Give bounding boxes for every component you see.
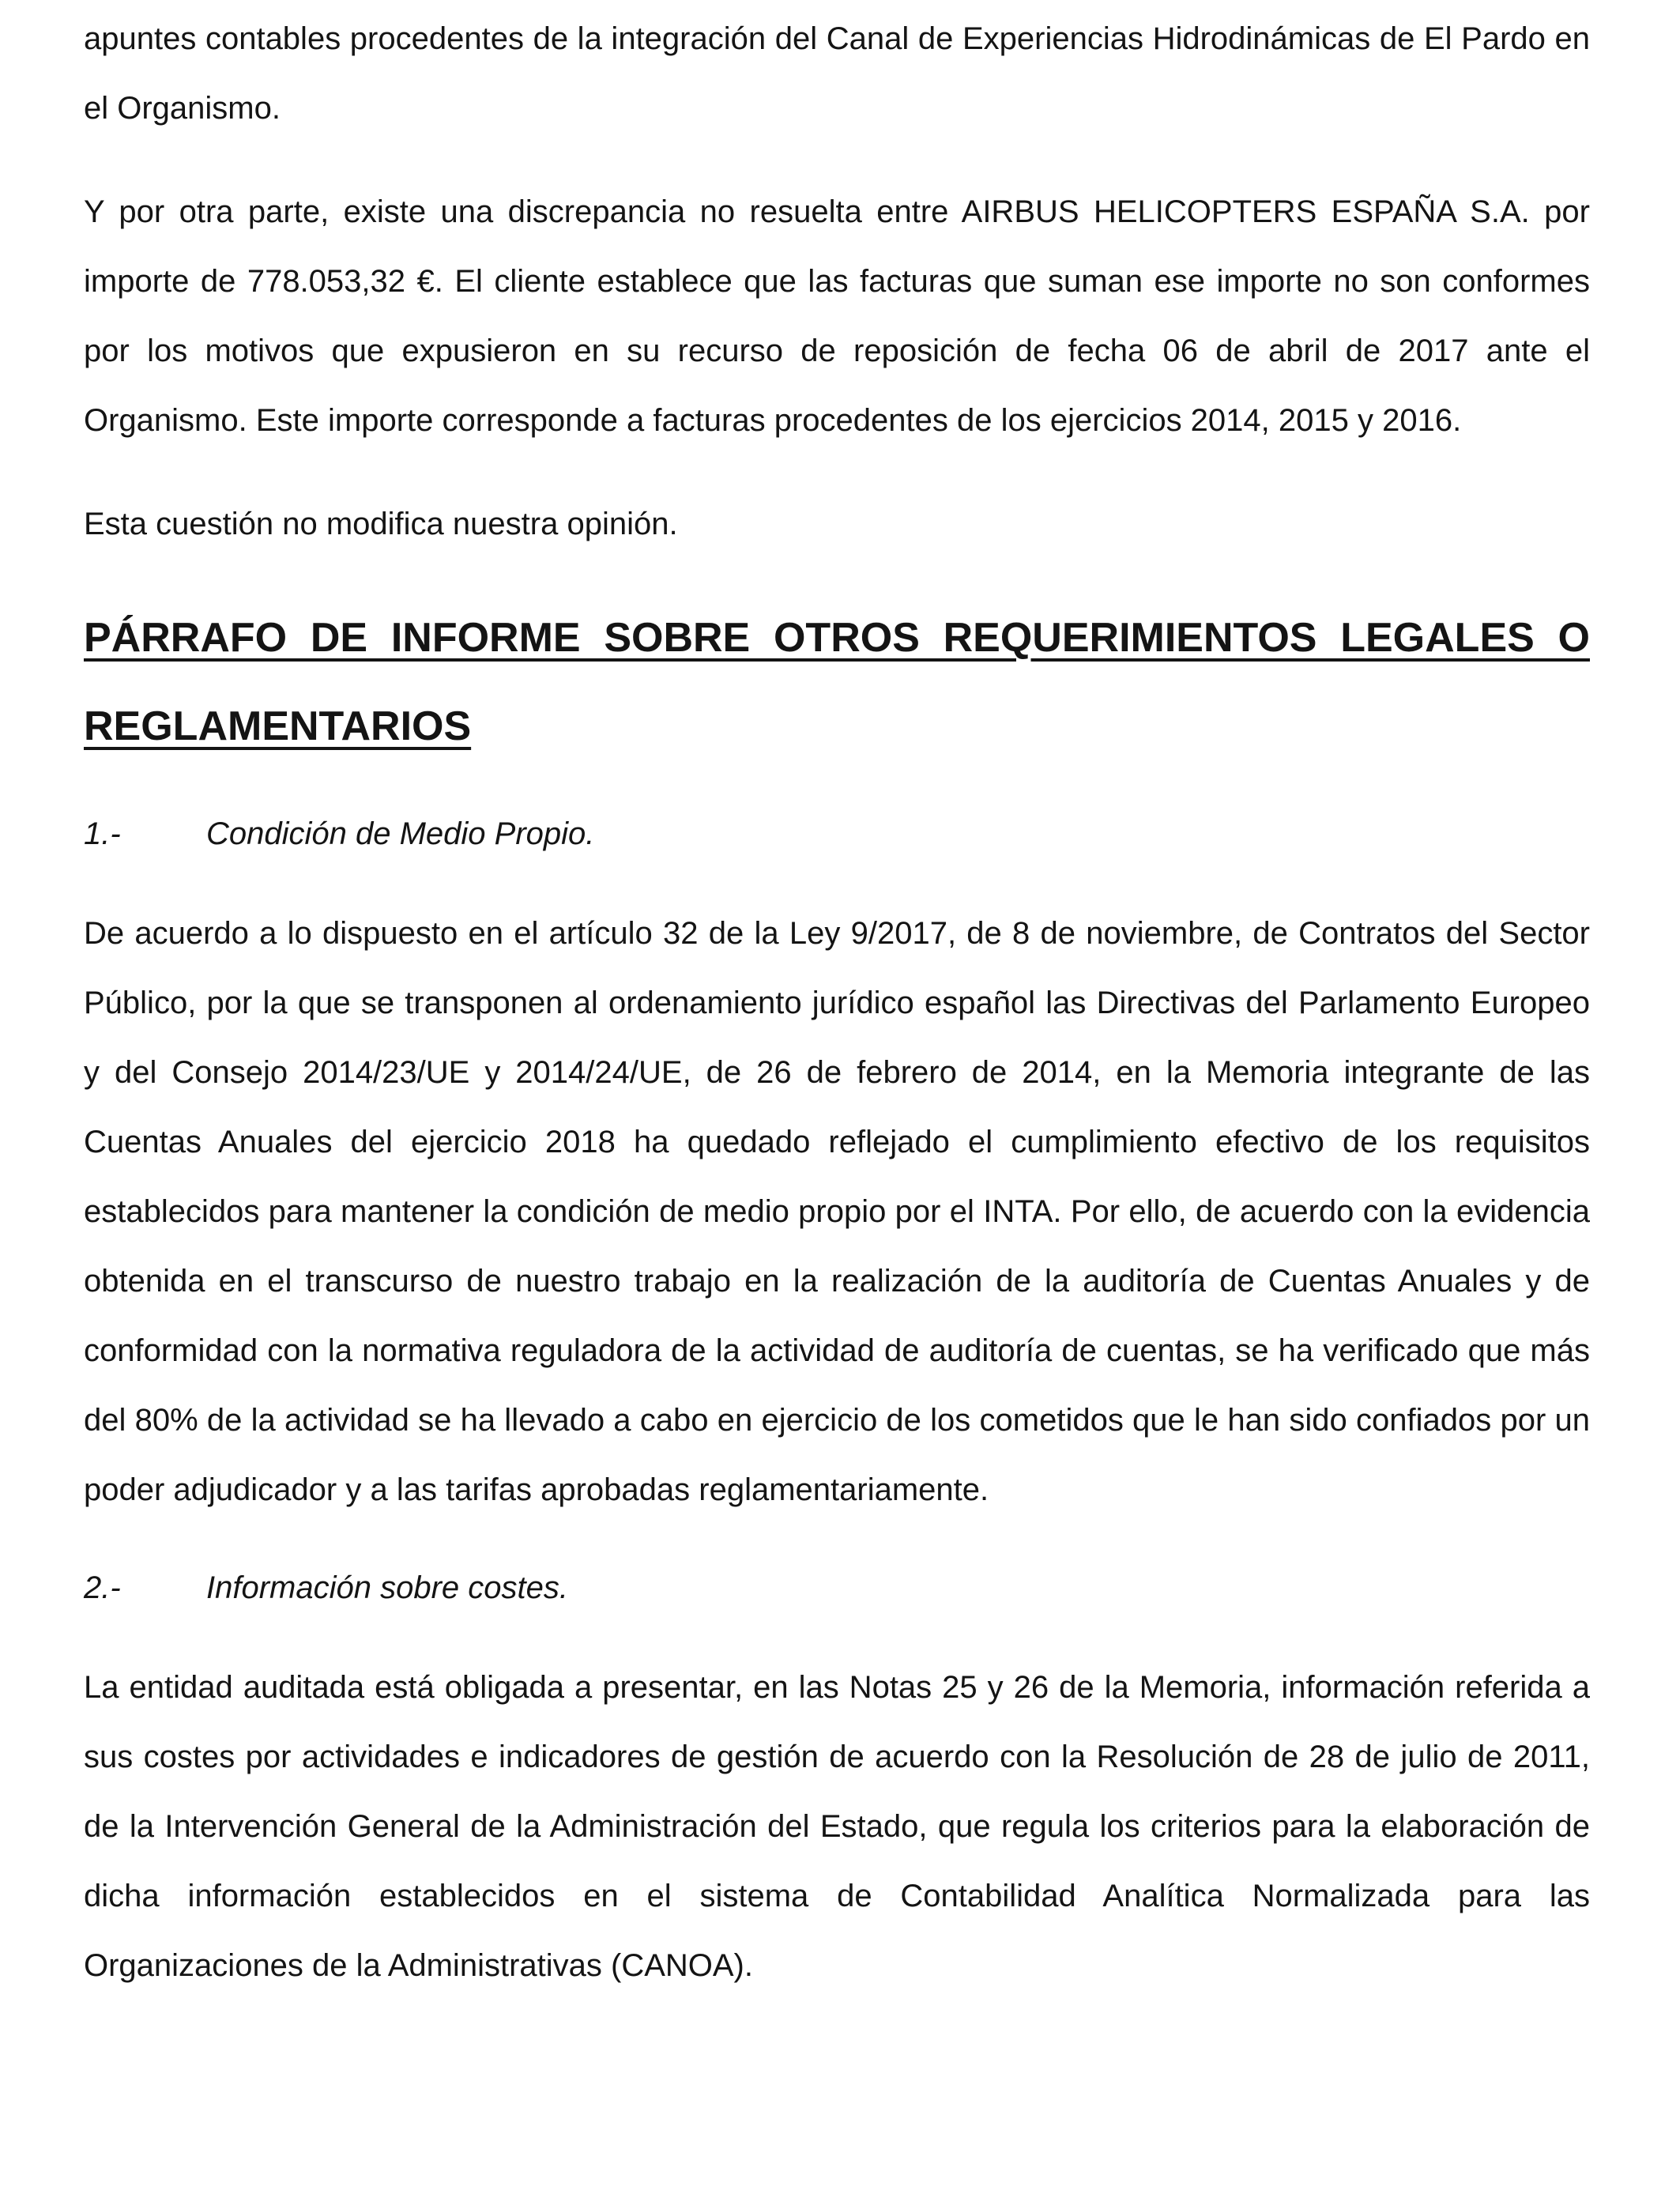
- document-page: [84, 0, 1590, 2000]
- section-heading: PÁRRAFO DE INFORME SOBRE OTROS REQUERIMIENTOS LEGALES O REGLAMENTARIOS: [84, 615, 1590, 749]
- paragraph-airbus-discrepancy: Y por otra parte, existe una discrepancia no resuelta entre AIRBUS HELICOPTERS ESPAÑA S.A. por importe de 778.053,32 €. El cliente establece que las facturas que suman ese importe no son conformes por los motivos que expusieron en su recurso de reposición de fecha 06 de abril de 2017 ante el Organismo. Este importe corresponde a facturas procedentes de los ejercicios 2014, 2015 y 2016.: [84, 194, 1590, 438]
- paragraph-costes: La entidad auditada está obligada a presentar, en las Notas 25 y 26 de la Memoria, información referida a sus costes por actividades e indicadores de gestión de acuerdo con la Resolución de 28 de julio de 2011, de la Intervención General de la Administración del Estado, que regula los criterios para la elaboración de dicha información establecidos en el sistema de Contabilidad Analítica Normalizada para las Organizaciones de la Administrativas (CANOA).: [84, 1670, 1590, 1983]
- paragraph-accounting-entries: apuntes contables procedentes de la integración del Canal de Experiencias Hidrodinámicas de El Pardo en el Organismo.: [84, 21, 1590, 126]
- paragraph-opinion-unchanged: Esta cuestión no modifica nuestra opinión.: [84, 507, 678, 541]
- subsection-number: 2.-: [84, 1570, 121, 1605]
- paragraph-medio-propio: De acuerdo a lo dispuesto en el artículo 32 de la Ley 9/2017, de 8 de noviembre, de Contratos del Sector Público, por la que se transponen al ordenamiento jurídico español las Directivas del Parlamento Europeo y del Consejo 2014/23/UE y 2014/24/UE, de 26 de febrero de 2014, en la Memoria integrante de las Cuentas Anuales del ejercicio 2018 ha quedado reflejado el cumplimiento efectivo de los requisitos establecidos para mantener la condición de medio propio por el INTA. Por ello, de acuerdo con la evidencia obtenida en el transcurso de nuestro trabajo en la realización de la auditoría de Cuentas Anuales y de conformidad con la normativa reguladora de la actividad de auditoría de cuentas, se ha verificado que más del 80% de la actividad se ha llevado a cabo en ejercicio de los cometidos que le han sido confiados por un poder adjudicador y a las tarifas aprobadas reglamentariamente.: [84, 916, 1590, 1507]
- subsection-title: Información sobre costes.: [206, 1570, 568, 1605]
- subsection-heading-2: [84, 1553, 1590, 1623]
- subsection-number: 1.-: [84, 816, 121, 851]
- subsection-heading-1: [84, 799, 1590, 869]
- subsection-title: Condición de Medio Propio.: [206, 816, 595, 851]
